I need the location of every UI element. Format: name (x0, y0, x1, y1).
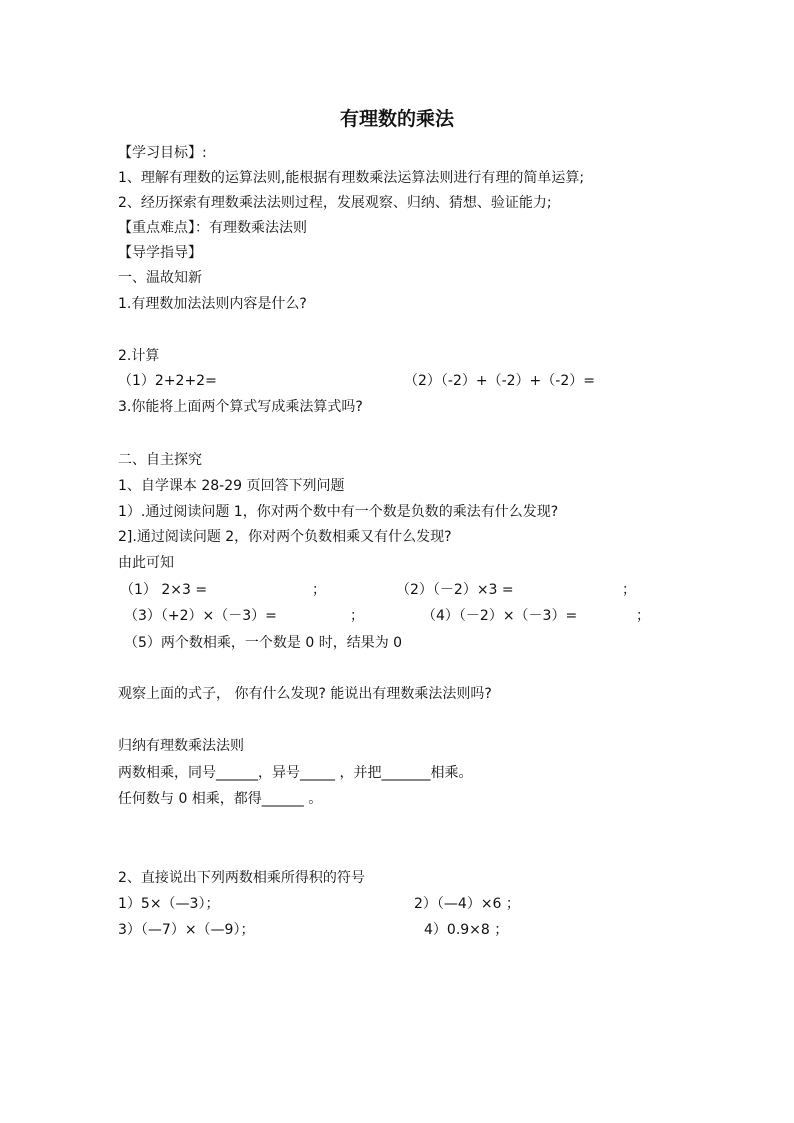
part-1-question-1: 1）.通过阅读问题 1，你对两个数中有一个数是负数的乘法有什么发现? (118, 504, 559, 520)
rule-line-1: 两数相乘，同号______，异号_____ ，并把_______相乘。 (118, 765, 473, 781)
part-1-question-2: 2].通过阅读问题 2，你对两个负数相乘又有什么发现? (118, 529, 452, 545)
example-4-semicolon: ； (636, 608, 650, 624)
example-2-semicolon: ； (622, 582, 636, 598)
example-2: （2）（－2）×3 = (396, 582, 514, 598)
example-1-semicolon: ； (312, 582, 326, 598)
objectives-heading: 【学习目标】: (118, 145, 207, 161)
sign-item-2: 2）（—4）×6 ； (414, 896, 520, 912)
section-review-heading: 一、温故知新 (118, 270, 202, 286)
question-2a: （1）2+2+2= (118, 373, 217, 389)
summary-heading: 归纳有理数乘法法则 (118, 738, 244, 754)
example-3: （3）（+2）×（－3）= (124, 608, 277, 624)
sign-item-1: 1）5×（—3）； (118, 896, 220, 912)
page-title: 有理数的乘法 (339, 108, 454, 130)
observe-prompt: 观察上面的式子， 你有什么发现? 能说出有理数乘法法则吗? (118, 686, 492, 702)
question-3: 3.你能将上面两个算式写成乘法算式吗? (118, 399, 363, 415)
part-2: 2、直接说出下列两数相乘所得积的符号 (118, 870, 365, 886)
example-5: （5）两个数相乘，一个数是 0 时，结果为 0 (124, 635, 403, 651)
thus-label: 由此可知 (118, 555, 174, 571)
sign-item-4: 4）0.9×8 ； (424, 922, 509, 938)
example-3-semicolon: ； (350, 608, 364, 624)
sign-item-3: 3）（—7）×（—9）； (118, 922, 255, 938)
key-points: 【重点难点】：有理数乘法法则 (118, 220, 307, 236)
objective-1: 1、理解有理数的运算法则,能根据有理数乘法运算法则进行有理的简单运算; (118, 170, 585, 186)
question-1: 1.有理数加法法则内容是什么? (118, 296, 307, 312)
question-2: 2.计算 (118, 348, 160, 364)
example-4: （4）（－2）×（－3）= (422, 608, 578, 624)
rule-line-2: 任何数与 0 相乘，都得______ 。 (118, 791, 323, 807)
guide-heading: 【导学指导】 (118, 245, 202, 261)
part-1: 1、自学课本 28-29 页回答下列问题 (118, 478, 345, 494)
question-2b: （2）（-2）+（-2）+（-2）= (404, 373, 595, 389)
example-1: （1） 2×3 = (120, 582, 208, 598)
objective-2: 2、经历探索有理数乘法法则过程，发展观察、归纳、猜想、验证能力; (118, 195, 552, 211)
section-explore-heading: 二、自主探究 (118, 452, 202, 468)
